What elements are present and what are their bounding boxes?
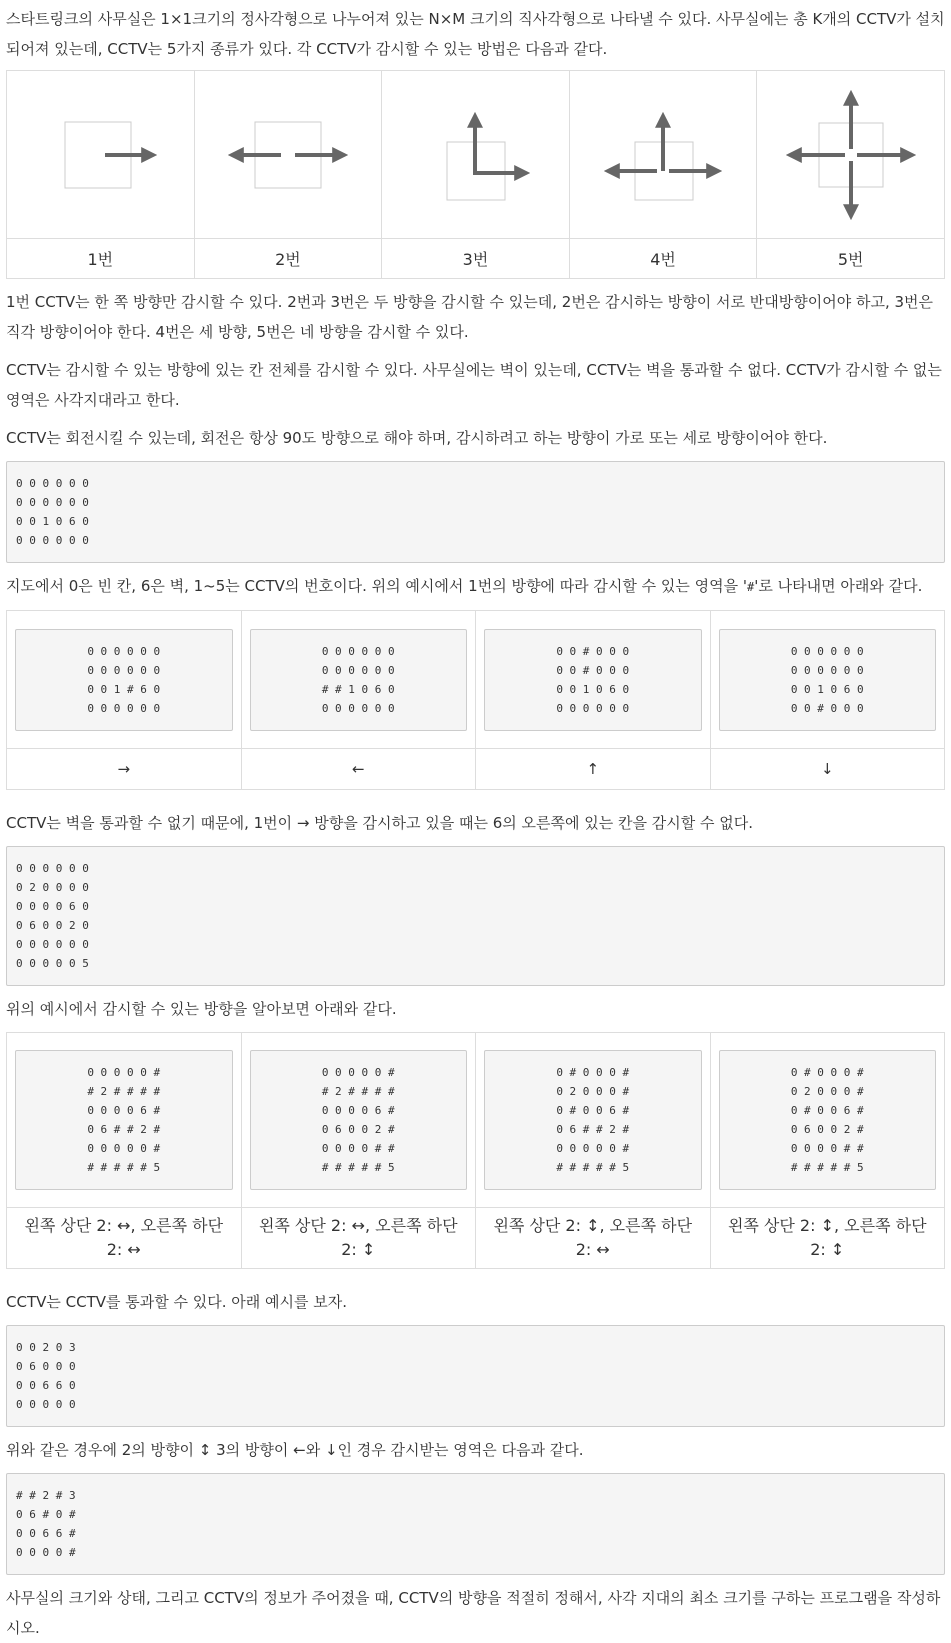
types-paragraph: 1번 CCTV는 한 쪽 방향만 감시할 수 있다. 2번과 3번은 두 방향을 감시할 수 있는데, 2번은 감시하는 방향이 서로 반대방향이어야 하고, 3번은 직각 방향이어야 한다. 4번은 세 방향, 5번은 네 방향을 감시할 수 있다. <box>6 293 934 341</box>
example1-cell <box>7 611 242 749</box>
cctv-type-2-icon <box>218 95 358 215</box>
example2-caption: 왼쪽 상단 2: ↕, 오른쪽 하단 2: ↔ <box>476 1208 711 1269</box>
example2-table <box>6 1032 945 1269</box>
cctv-type-label: 1번 <box>7 239 195 279</box>
example2-cell <box>476 1033 711 1208</box>
cctv-type-4-icon <box>593 95 733 215</box>
example2-grid: 0 # 0 0 0 # 0 2 0 0 0 # 0 # 0 0 6 # 0 6 # # 2 # 0 0 0 0 0 # # # # # # 5 <box>484 1050 702 1190</box>
example2-caption: 왼쪽 상단 2: ↕, 오른쪽 하단 2: ↕ <box>710 1208 945 1269</box>
example1-cell <box>476 611 711 749</box>
map1-code-block: 0 0 0 0 0 0 0 0 0 0 0 0 0 0 1 0 6 0 0 0 0 0 0 0 <box>6 461 945 563</box>
example2-caption: 왼쪽 상단 2: ↔, 오른쪽 하단 2: ↕ <box>241 1208 476 1269</box>
example1-grid: 0 0 0 0 0 0 0 0 0 0 0 0 # # 1 0 6 0 0 0 0 0 0 0 <box>250 629 468 731</box>
example1-grid: 0 0 0 0 0 0 0 0 0 0 0 0 0 0 1 0 6 0 0 0 # 0 0 0 <box>719 629 937 731</box>
example1-cell <box>710 611 945 749</box>
example2-cell <box>710 1033 945 1208</box>
wall-block-paragraph: CCTV는 벽을 통과할 수 없기 때문에, 1번이 → 방향을 감시하고 있을 때는 6의 오른쪽에 있는 칸을 감시할 수 없다. <box>6 814 753 832</box>
cctv-type-5-icon <box>781 85 921 225</box>
example2-caption: 왼쪽 상단 2: ↔, 오른쪽 하단 2: ↔ <box>7 1208 242 1269</box>
map-legend-text-end: '로 나타내면 아래와 같다. <box>754 577 923 595</box>
example2-grid: 0 0 0 0 0 # # 2 # # # # 0 0 0 0 6 # 0 6 0 0 2 # 0 0 0 0 # # # # # # # 5 <box>250 1050 468 1190</box>
example2-grid: 0 # 0 0 0 # 0 2 0 0 0 # 0 # 0 0 6 # 0 6 0 0 2 # 0 0 0 0 # # # # # # # 5 <box>719 1050 937 1190</box>
task-paragraph: 사무실의 크기와 상태, 그리고 CCTV의 정보가 주어졌을 때, CCTV의 방향을 적절히 정해서, 사각 지대의 최소 크기를 구하는 프로그램을 작성하시오. <box>6 1589 941 1637</box>
example2-cell <box>7 1033 242 1208</box>
cctv-type-4-cell <box>569 71 757 239</box>
map-legend-text: 지도에서 0은 빈 칸, 6은 벽, 1~5는 CCTV의 번호이다. 위의 예시에서 1번의 방향에 따라 감시할 수 있는 영역을 ' <box>6 577 748 595</box>
hash-symbol: # <box>747 580 755 594</box>
pass-through-paragraph: CCTV는 CCTV를 통과할 수 있다. 아래 예시를 보자. <box>6 1293 348 1311</box>
cctv-type-1-icon <box>30 95 170 215</box>
cctv-types-table <box>6 70 945 279</box>
walls-paragraph: CCTV는 감시할 수 있는 방향에 있는 칸 전체를 감시할 수 있다. 사무실에는 벽이 있는데, CCTV는 벽을 통과할 수 없다. CCTV가 감시할 수 없는 영역은 사각지대라고 한다. <box>6 361 942 409</box>
cctv-type-1-cell <box>7 71 195 239</box>
cctv-type-label: 2번 <box>194 239 382 279</box>
example2-grid: 0 0 0 0 0 # # 2 # # # # 0 0 0 0 6 # 0 6 # # 2 # 0 0 0 0 0 # # # # # # 5 <box>15 1050 233 1190</box>
cctv-type-label: 4번 <box>569 239 757 279</box>
intro-paragraph: 스타트링크의 사무실은 1×1크기의 정사각형으로 나누어져 있는 N×M 크기의 직사각형으로 나타낼 수 있다. 사무실에는 총 K개의 CCTV가 설치되어져 있는데, CCTV는 5가지 종류가 있다. 각 CCTV가 감시할 수 있는 방법은 다음과 같다. <box>6 10 945 58</box>
cctv-type-5-cell <box>757 71 945 239</box>
pass-result-paragraph: 위와 같은 경우에 2의 방향이 ↕ 3의 방향이 ←와 ↓인 경우 감시받는 영역은 다음과 같다. <box>6 1441 584 1459</box>
cctv-type-2-cell <box>194 71 382 239</box>
direction-label: → <box>7 749 242 790</box>
example2-paragraph: 위의 예시에서 감시할 수 있는 방향을 알아보면 아래와 같다. <box>6 1000 397 1018</box>
direction-label: ↓ <box>710 749 945 790</box>
direction-label: ↑ <box>476 749 711 790</box>
direction-label: ← <box>241 749 476 790</box>
rotate-paragraph: CCTV는 회전시킬 수 있는데, 회전은 항상 90도 방향으로 해야 하며, 감시하려고 하는 방향이 가로 또는 세로 방향이어야 한다. <box>6 429 828 447</box>
cctv-type-3-cell <box>382 71 570 239</box>
cctv-type-label: 3번 <box>382 239 570 279</box>
map3-result-code-block: # # 2 # 3 0 6 # 0 # 0 0 6 6 # 0 0 0 0 # <box>6 1473 945 1575</box>
cctv-type-label: 5번 <box>757 239 945 279</box>
map2-code-block: 0 0 0 0 0 0 0 2 0 0 0 0 0 0 0 0 6 0 0 6 0 0 2 0 0 0 0 0 0 0 0 0 0 0 0 5 <box>6 846 945 986</box>
example1-grid: 0 0 0 0 0 0 0 0 0 0 0 0 0 0 1 # 6 0 0 0 0 0 0 0 <box>15 629 233 731</box>
example1-cell <box>241 611 476 749</box>
map-legend-paragraph <box>6 571 945 602</box>
example1-table <box>6 610 945 790</box>
map3-code-block: 0 0 2 0 3 0 6 0 0 0 0 0 6 6 0 0 0 0 0 0 <box>6 1325 945 1427</box>
example2-cell <box>241 1033 476 1208</box>
cctv-type-3-icon <box>405 95 545 215</box>
example1-grid: 0 0 # 0 0 0 0 0 # 0 0 0 0 0 1 0 6 0 0 0 0 0 0 0 <box>484 629 702 731</box>
